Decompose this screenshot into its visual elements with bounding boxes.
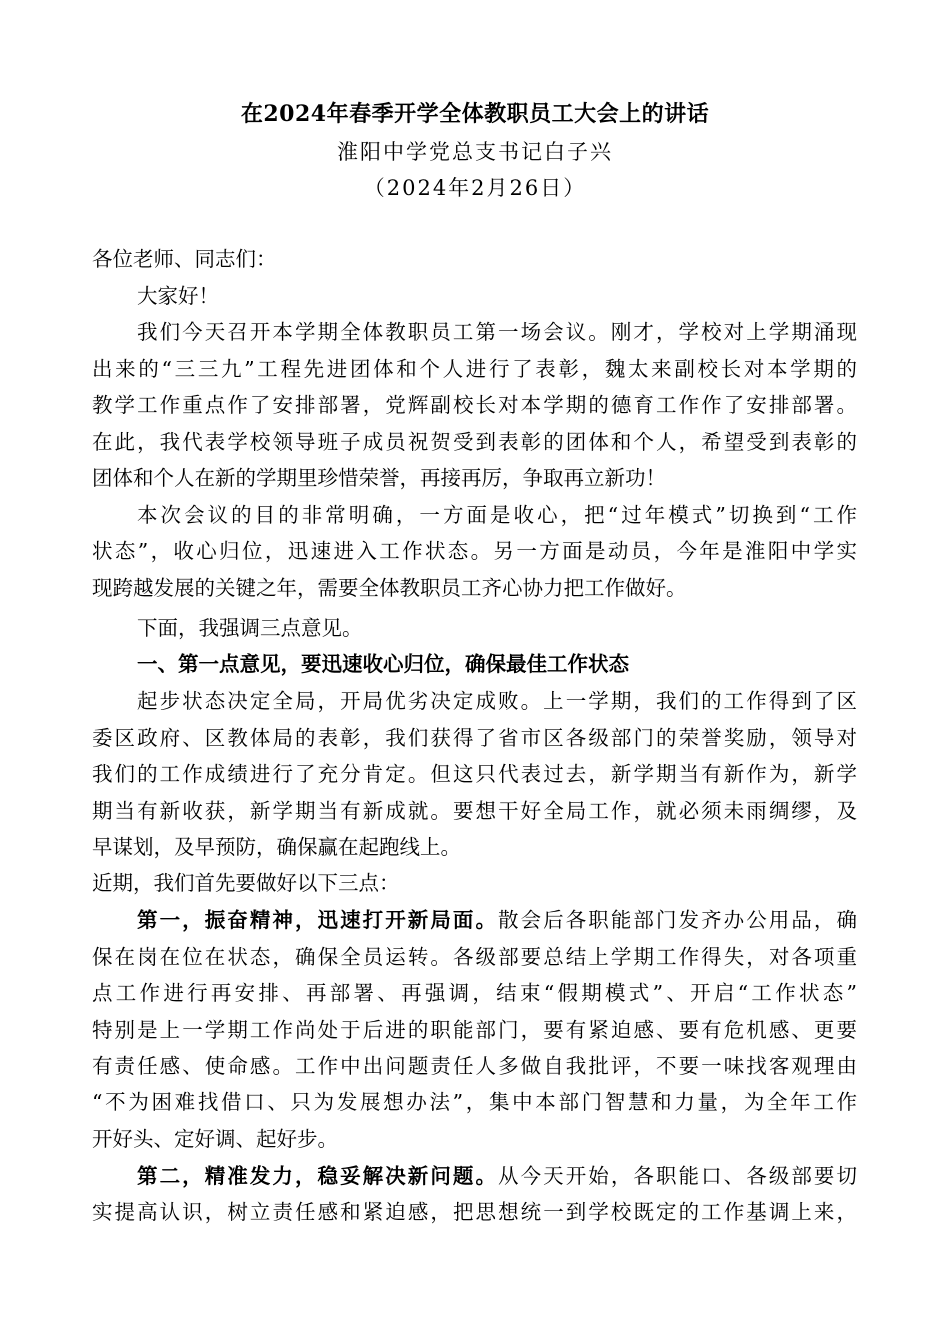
line-text: 期当有新收获，新学期当有新成就。要想干好全局工作，就必须未雨绸缪，及 <box>92 799 857 823</box>
line-text: 在此，我代表学校领导班子成员祝贺受到表彰的团体和个人，希望受到表彰的 <box>92 430 857 454</box>
line-text: 委区政府、区教体局的表彰，我们获得了省市区各级部门的荣誉奖励，领导对 <box>92 726 857 750</box>
paragraph-line <box>92 1197 857 1227</box>
paragraph-line <box>92 796 857 826</box>
paragraph-line <box>92 1087 857 1117</box>
line-text: 大家好！ <box>137 284 219 308</box>
line-text: 我们今天召开本学期全体教职员工第一场会议。刚才，学校对上学期涌现 <box>137 320 857 344</box>
paragraph-line <box>137 281 857 311</box>
paragraph-line <box>137 686 857 716</box>
paragraph-line <box>137 613 857 643</box>
paragraph-line <box>92 427 857 457</box>
line-text: 有责任感、使命感。工作中出问题责任人多做自我批评，不要一味找客观理由 <box>92 1054 857 1078</box>
line-text: 从今天开始，各职能口、各级部要切 <box>498 1164 857 1188</box>
section-heading <box>137 649 857 679</box>
line-text: “不为困难找借口、只为发展想办法”，集中本部门智慧和力量，为全年工作 <box>92 1090 857 1114</box>
line-text: 现跨越发展的关键之年，需要全体教职员工齐心协力把工作做好。 <box>92 576 687 600</box>
paragraph-line <box>92 868 857 898</box>
paragraph-line <box>92 942 857 972</box>
line-text: 开好头、定好调、起好步。 <box>92 1127 338 1151</box>
line-text: 教学工作重点作了安排部署，党辉副校长对本学期的德育工作作了安排部署。 <box>92 393 857 417</box>
paragraph-line <box>92 354 857 384</box>
paragraph-line <box>137 905 857 935</box>
paragraph-line <box>137 317 857 347</box>
bold-lead-text: 第一，振奋精神，迅速打开新局面。 <box>137 908 499 932</box>
bold-lead-text: 第二，精准发力，稳妥解决新问题。 <box>137 1164 499 1188</box>
line-text: 保在岗在位在状态，确保全员运转。各级部要总结上学期工作得失，对各项重 <box>92 945 857 969</box>
paragraph-line <box>92 244 857 274</box>
paragraph-line <box>92 723 857 753</box>
line-text: 出来的“三三九”工程先进团体和个人进行了表彰，魏太来副校长对本学期的 <box>92 357 857 381</box>
paragraph-line <box>92 463 857 493</box>
paragraph-line <box>92 1051 857 1081</box>
line-text: 起步状态决定全局，开局优劣决定成败。上一学期，我们的工作得到了区 <box>137 689 857 713</box>
line-text: 本次会议的目的非常明确，一方面是收心，把“过年模式”切换到“工作 <box>137 503 857 527</box>
line-text: 近期，我们首先要做好以下三点： <box>92 871 400 895</box>
paragraph-line <box>92 832 857 862</box>
line-text: 我们的工作成绩进行了充分肯定。但这只代表过去，新学期当有新作为，新学 <box>92 762 857 786</box>
paragraph-line <box>92 390 857 420</box>
document-title: 在2024年春季开学全体教职员工大会上的讲话 <box>240 101 710 127</box>
paragraph-line <box>92 759 857 789</box>
paragraph-line <box>92 573 857 603</box>
line-text: 团体和个人在新的学期里珍惜荣誉，再接再厉，争取再立新功！ <box>92 466 666 490</box>
author-line: 淮阳中学党总支书记白子兴 <box>337 140 613 164</box>
line-text: 早谋划，及早预防，确保赢在起跑线上。 <box>92 835 461 859</box>
paragraph-line <box>137 1161 857 1191</box>
paragraph-line <box>92 1015 857 1045</box>
paragraph-line <box>92 978 857 1008</box>
bold-lead-text: 一、第一点意见，要迅速收心归位，确保最佳工作状态 <box>137 652 629 676</box>
line-text: 状态”，收心归位，迅速进入工作状态。另一方面是动员，今年是淮阳中学实 <box>92 539 857 563</box>
paragraph-line <box>92 1124 857 1154</box>
paragraph-line <box>92 536 857 566</box>
line-text: 各位老师、同志们： <box>92 247 277 271</box>
line-text: 实提高认识，树立责任感和紧迫感，把思想统一到学校既定的工作基调上来， <box>92 1200 857 1224</box>
line-text: 点工作进行再安排、再部署、再强调，结束“假期模式”、开启“工作状态” <box>92 981 857 1005</box>
paragraph-line <box>137 500 857 530</box>
line-text: 下面，我强调三点意见。 <box>137 616 363 640</box>
line-text: 散会后各职能部门发齐办公用品，确 <box>498 908 857 932</box>
date-line: （2024年2月26日） <box>363 176 587 200</box>
line-text: 特别是上一学期工作尚处于后进的职能部门，要有紧迫感、要有危机感、更要 <box>92 1018 857 1042</box>
